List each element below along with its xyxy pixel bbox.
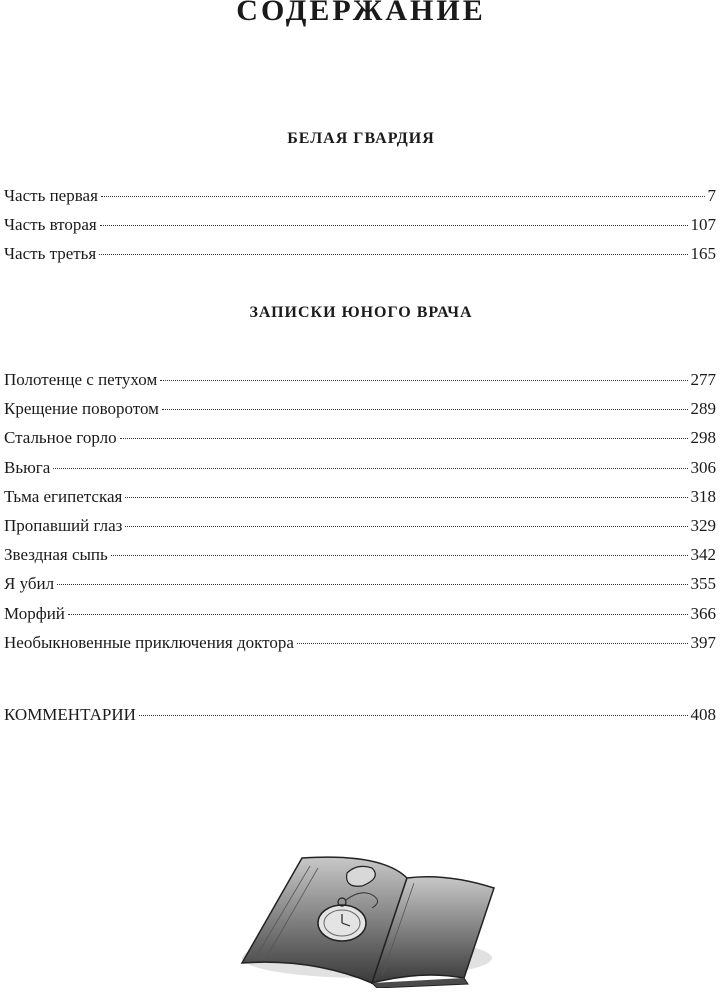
open-book-with-pocket-watch-icon bbox=[232, 838, 502, 988]
dot-leader bbox=[125, 526, 687, 527]
toc-entry-page: 165 bbox=[690, 244, 716, 264]
toc-entry[interactable] bbox=[4, 423, 716, 452]
toc-entry-label: Пропавший глаз bbox=[4, 515, 123, 535]
toc-entry[interactable] bbox=[4, 569, 716, 598]
toc-entry-label: Стальное горло bbox=[4, 428, 117, 448]
toc-entry-page: 342 bbox=[690, 545, 716, 565]
toc-entry[interactable] bbox=[4, 365, 716, 394]
toc-entry-label: Необыкновенные приключения доктора bbox=[4, 632, 294, 652]
toc-entry-label: Я убил bbox=[4, 574, 55, 594]
dot-leader bbox=[111, 555, 688, 556]
toc-entry-label: КОММЕНТАРИИ bbox=[4, 705, 136, 724]
toc-entry-page: 7 bbox=[707, 186, 716, 205]
toc-entry-page: 289 bbox=[690, 399, 716, 419]
toc-entry[interactable] bbox=[4, 210, 716, 239]
toc-entry[interactable] bbox=[4, 628, 716, 657]
toc-entry[interactable] bbox=[4, 482, 716, 511]
toc-entry[interactable] bbox=[4, 511, 716, 540]
toc-entry[interactable] bbox=[4, 453, 716, 482]
toc-entry-label: Морфий bbox=[4, 603, 65, 623]
toc-entry-page: 306 bbox=[690, 457, 716, 477]
dot-leader bbox=[160, 380, 687, 381]
toc-entry-label: Вьюга bbox=[4, 457, 51, 477]
dot-leader bbox=[125, 497, 687, 498]
toc-entry[interactable] bbox=[4, 599, 716, 628]
dot-leader bbox=[99, 254, 687, 255]
dot-leader bbox=[53, 468, 687, 469]
toc-entry-page: 366 bbox=[690, 603, 716, 623]
toc-entry-page: 298 bbox=[690, 428, 716, 448]
dot-leader bbox=[101, 196, 705, 197]
toc-entry-label: Часть первая bbox=[4, 186, 98, 205]
toc-entry-label: Часть третья bbox=[4, 244, 97, 264]
toc-entry[interactable] bbox=[4, 540, 716, 569]
toc-entry-page: 107 bbox=[690, 215, 716, 235]
toc-entry-page: 408 bbox=[690, 705, 716, 724]
toc-entry-page: 318 bbox=[690, 486, 716, 506]
dot-leader bbox=[100, 225, 688, 226]
dot-leader bbox=[120, 438, 688, 439]
section-heading-white-guard: БЕЛАЯ ГВАРДИЯ bbox=[287, 130, 435, 147]
toc-list-young-doctor bbox=[4, 365, 716, 657]
dot-leader bbox=[139, 715, 688, 716]
toc-entry-label: Часть вторая bbox=[4, 215, 97, 235]
toc-entry-label: Крещение поворотом bbox=[4, 399, 159, 419]
toc-entry[interactable] bbox=[4, 239, 716, 268]
toc-entry-page: 355 bbox=[690, 574, 716, 594]
toc-entry[interactable] bbox=[4, 181, 716, 210]
toc-entry-page: 397 bbox=[690, 632, 716, 652]
toc-list-white-guard bbox=[4, 181, 716, 269]
toc-entry-label: Полотенце с петухом bbox=[4, 370, 158, 389]
toc-entry-label: Тьма египетская bbox=[4, 486, 123, 506]
toc-entry[interactable] bbox=[4, 394, 716, 423]
dot-leader bbox=[68, 614, 688, 615]
toc-commentary bbox=[4, 700, 716, 729]
page-title: СОДЕРЖАНИЕ bbox=[236, 0, 486, 27]
toc-entry-label: Звездная сыпь bbox=[4, 545, 108, 565]
dot-leader bbox=[297, 643, 688, 644]
toc-entry-page: 329 bbox=[690, 515, 716, 535]
toc-entry-commentary[interactable] bbox=[4, 700, 716, 729]
section-heading-young-doctor: ЗАПИСКИ ЮНОГО ВРАЧА bbox=[249, 304, 473, 321]
dot-leader bbox=[57, 584, 687, 585]
toc-entry-page: 277 bbox=[690, 370, 716, 389]
dot-leader bbox=[162, 409, 688, 410]
